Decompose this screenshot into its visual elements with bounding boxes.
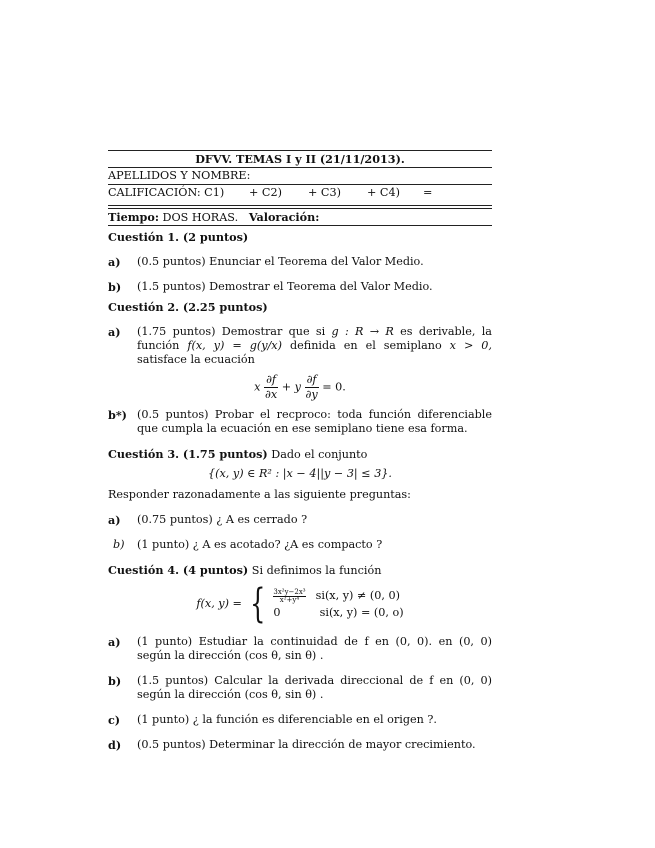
q2-a-text: satisface la ecuación [137,353,255,366]
q4-d [108,738,492,752]
eq-y: y [294,380,301,394]
grade-c4: + C4) [367,186,400,199]
q2-b-text: (0.5 puntos) Probar el recproco: toda función diferenciable que cumpla la ecuación en ese semiplano tiene esa forma. [137,408,492,435]
q1-a-text: (0.5 puntos) Enunciar el Teorema del Valor Medio. [137,255,424,268]
time-row [108,209,492,225]
name-field: APELLIDOS Y NOMBRE: [108,169,251,182]
q2-b [108,408,492,436]
grade-equals: = [423,186,433,199]
numerator: ∂f [305,373,319,388]
q1-title: Cuestión 1. (2 puntos) [108,230,249,244]
q4-a [108,635,492,663]
q3-b-label: b) [113,538,125,551]
condition-1: si(x, y) ≠ (0, 0) [315,589,400,602]
q2-a-text: (1.75 puntos) Demostrar que si [137,325,326,338]
fraction [305,373,319,402]
q4-c-label: c) [108,713,121,727]
denominator: ∂x [265,388,278,401]
q3-a-text: (0.75 puntos) ¿ A es cerrado ? [137,513,308,526]
denominator: x²+y⁴ [279,595,300,604]
q4-header [108,563,492,578]
fraction [264,373,278,402]
q3-header [108,447,492,462]
q4-b [108,674,492,702]
grade-c2: + C2) [249,186,282,199]
eq-rhs: = 0. [322,380,346,394]
q1-b-label: b) [108,280,122,294]
condition-2: si(x, y) = (0, o) [319,605,404,619]
q3-a-label: a) [108,513,121,527]
numerator: ∂f [264,373,278,388]
q1-b-text: (1.5 puntos) Demostrar el Teorema del Valor Medio. [137,280,433,293]
q3-intro: Dado el conjunto [271,448,368,461]
divider [108,225,492,226]
grade-row [108,185,492,201]
cases [273,589,403,620]
q4-b-label: b) [108,674,122,688]
piecewise-function [108,581,492,627]
eq-x: x [254,380,261,394]
q4-b-text: (1.5 puntos) Calcular la derivada direccional de f en (0, 0) según la dirección (cos θ, sin θ) . [137,674,492,701]
divider [108,205,492,206]
denominator: ∂y [305,388,318,401]
q4-a-text: (1 punto) Estudiar la continuidad de f en (0, 0). en (0, 0) según la dirección (cos θ, sin θ) . [137,635,492,662]
q3-title: Cuestión 3. (1.75 puntos) [108,447,268,461]
q3-b-text: (1 punto) ¿ A es acotado? ¿A es compacto ? [137,538,383,551]
q1-a-label: a) [108,255,121,269]
q3-b [108,538,492,552]
math-expr: x > 0, [449,339,492,352]
q1-a [108,255,492,269]
q2-b-label: b*) [108,408,127,422]
q2-a-text: es derivable, la función [137,325,492,352]
q4-intro: Si definimos la función [251,564,382,577]
q4-c-text: (1 punto) ¿ la función es diferenciable en el origen ?. [137,713,437,726]
exam-title: DFVV. TEMAS I y II (21/11/2013). [195,152,405,166]
q2-a-text: definida en el semiplano [289,339,442,352]
q3-a [108,513,492,527]
q4-c [108,713,492,727]
pde-equation [108,373,492,402]
left-brace-icon: { [250,581,266,627]
eq-plus: + [281,380,292,394]
q4-d-text: (0.5 puntos) Determinar la dirección de mayor crecimiento. [137,738,476,751]
grade-c3: + C3) [308,186,341,199]
time-value: DOS HORAS. [162,211,239,224]
q4-a-label: a) [108,635,121,649]
math-expr: f(x, y) = g(y/x) [187,339,282,352]
numerator: 3x²y−2x³ [273,587,306,596]
time-label: Tiempo: [108,210,159,224]
q2-a-label: a) [108,325,121,339]
valuation-label: Valoración: [248,210,320,224]
zero-value: 0 [273,605,281,619]
q2-a [108,325,492,367]
set-definition: {(x, y) ∈ R² : |x − 4||y − 3| ≤ 3}. [208,467,392,480]
grade-label: CALIFICACIÓN: C1) [108,186,225,199]
q4-d-label: d) [108,738,122,752]
q1-b [108,280,492,294]
q3-respond: Responder razonadamente a las siguiente preguntas: [108,488,411,501]
q4-title: Cuestión 4. (4 puntos) [108,563,249,577]
fraction [273,589,305,604]
q2-title: Cuestión 2. (2.25 puntos) [108,300,268,314]
f-lhs: f(x, y) = [196,597,242,610]
math-expr: g : R → R [331,325,394,338]
exam-page [108,150,492,752]
